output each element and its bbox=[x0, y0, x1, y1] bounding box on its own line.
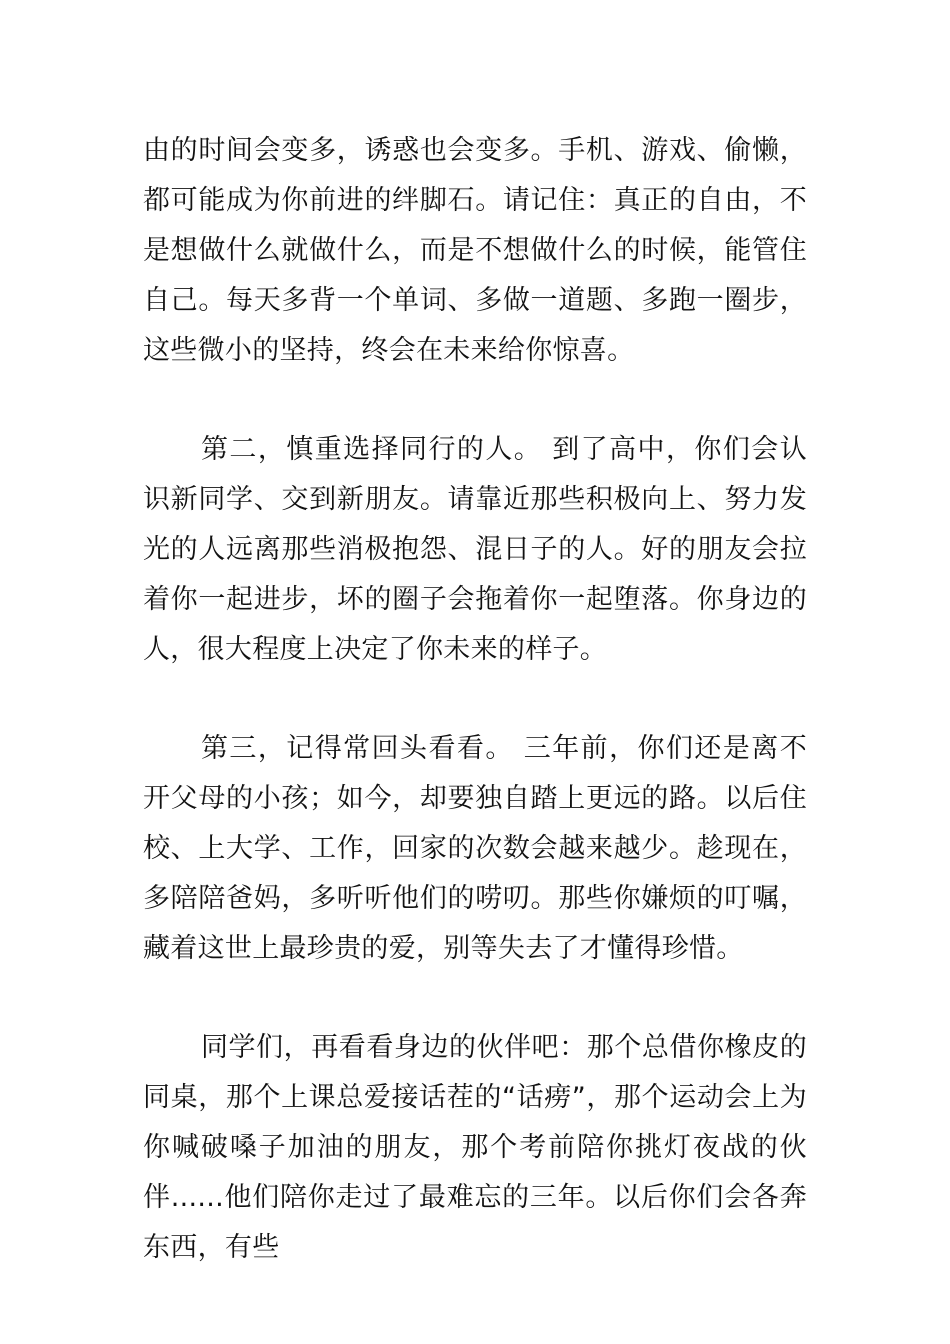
document-body bbox=[143, 126, 807, 1273]
paragraph-continuation: 由的时间会变多，诱惑也会变多。手机、游戏、偷懒，都可能成为你前进的绊脚石。请记住：真正的自由，不是想做什么就做什么，而是不想做什么的时候，能管住自己。每天多背一个单词、多做一道题、多跑一圈步，这些微小的坚持，终会在未来给你惊喜。 bbox=[143, 135, 807, 366]
paragraph-classmates: 同学们，再看看身边的伙伴吧：那个总借你橡皮的同桌，那个上课总爱接话茬的“话痨”，那个运动会上为你喊破嗓子加油的朋友，那个考前陪你挑灯夜战的伙伴......他们陪你走过了最难忘的三年。以后你们会各奔东西，有些 bbox=[143, 1032, 807, 1263]
paragraph-look-back: 第三，记得常回头看看。 三年前，你们还是离不开父母的小孩；如今，却要独自踏上更远的路。以后住校、上大学、工作，回家的次数会越来越少。趁现在，多陪陪爸妈，多听听他们的唠叨。那些你嫌烦的叮嘱，藏着这世上最珍贵的爱，别等失去了才懂得珍惜。 bbox=[143, 733, 807, 964]
paragraph-choose-companions: 第二，慎重选择同行的人。 到了高中，你们会认识新同学、交到新朋友。请靠近那些积极向上、努力发光的人远离那些消极抱怨、混日子的人。好的朋友会拉着你一起进步，坏的圈子会拖着你一起堕落。你身边的人，很大程度上决定了你未来的样子。 bbox=[143, 434, 807, 665]
